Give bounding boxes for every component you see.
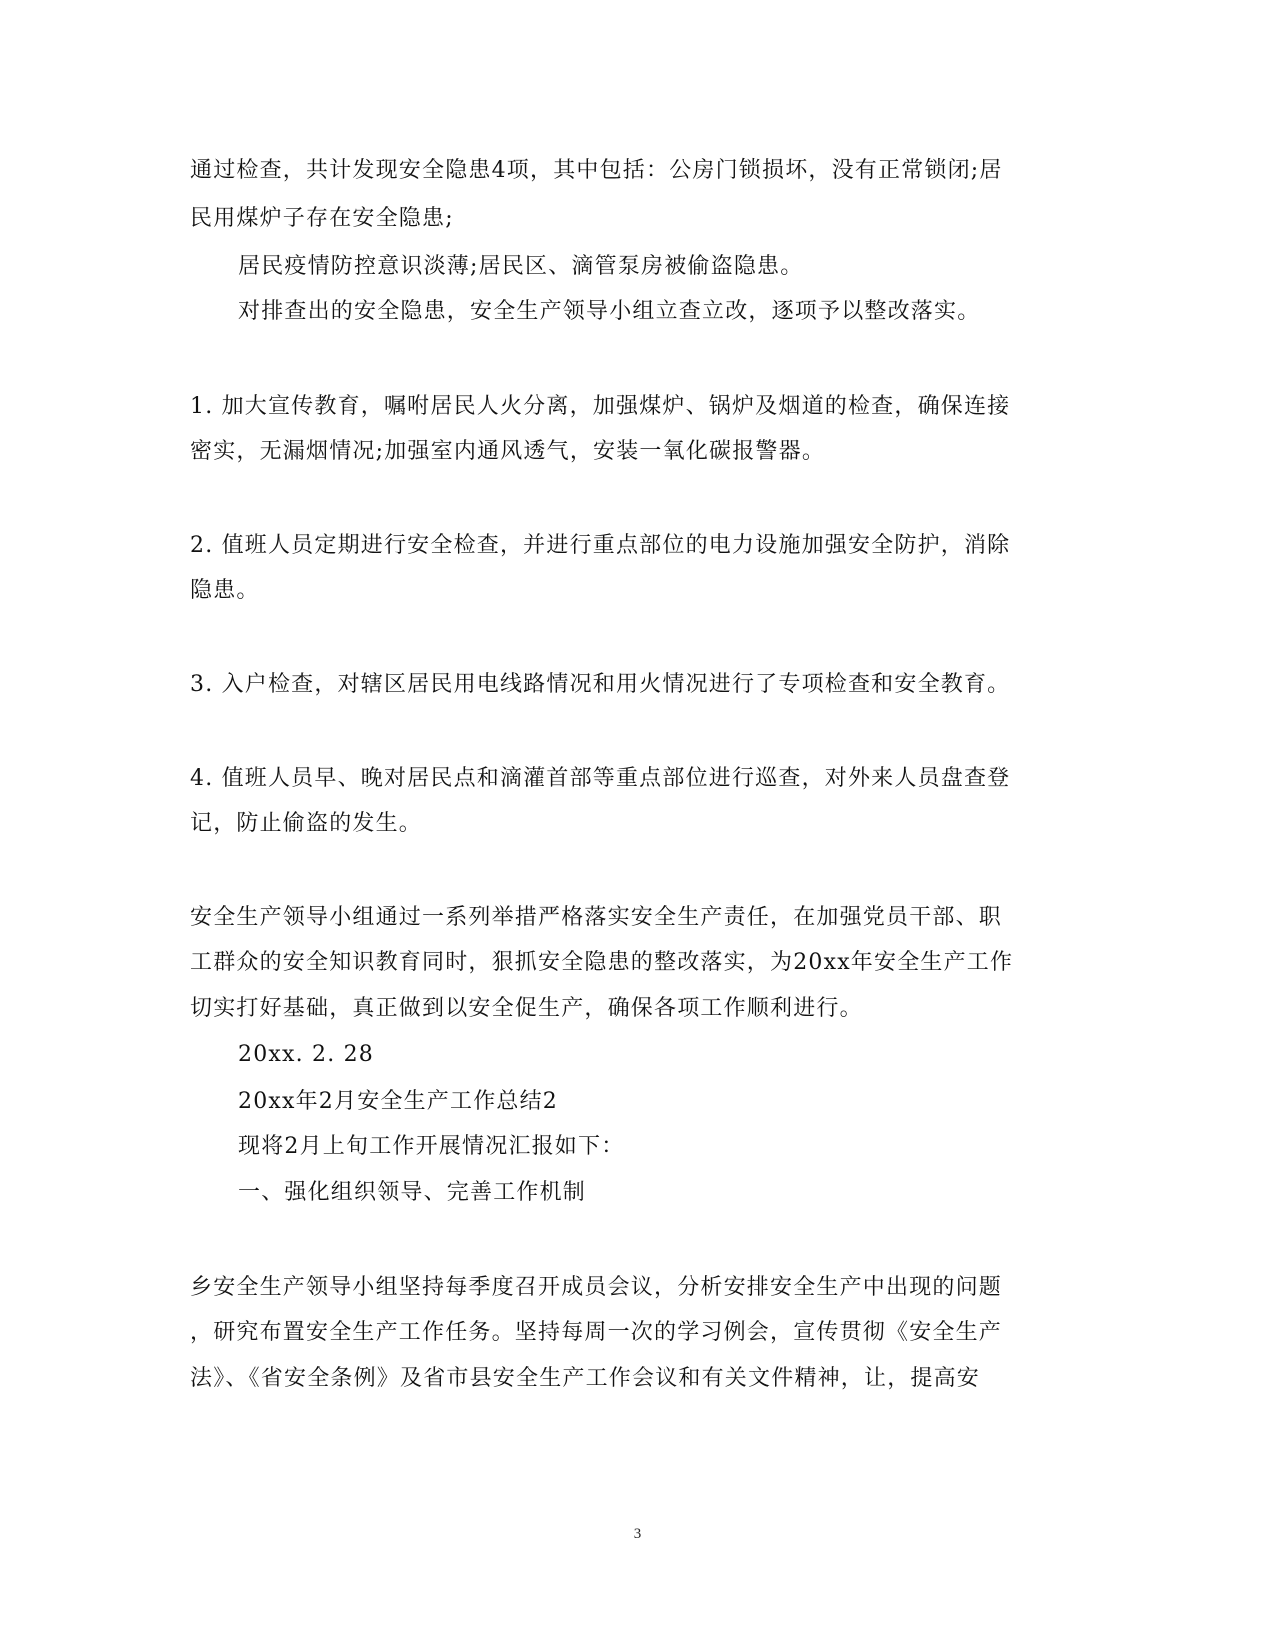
- paragraph-line: 通过检查，共计发现安全隐患4项，其中包括：公房门锁损坏，没有正常锁闭;居: [190, 158, 1003, 183]
- list-item-line: 3. 入户检查，对辖区居民用电线路情况和用火情况进行了专项检查和安全教育。: [190, 672, 1011, 697]
- list-item-line: 密实，无漏烟情况;加强室内通风透气，安装一氧化碳报警器。: [190, 439, 826, 464]
- paragraph-line: 乡安全生产领导小组坚持每季度召开成员会议，分析安排安全生产中出现的问题: [190, 1275, 1003, 1300]
- paragraph-line: 法》、《省安全条例》及省市县安全生产工作会议和有关文件精神，让，提高安: [190, 1366, 981, 1391]
- page-number: 3: [633, 1526, 642, 1542]
- paragraph-line: 切实打好基础，真正做到以安全促生产，确保各项工作顺利进行。: [190, 996, 863, 1021]
- paragraph-line: 安全生产领导小组通过一系列举措严格落实安全生产责任，在加强党员干部、职: [190, 905, 1003, 930]
- section-title: 20xx年2月安全生产工作总结2: [238, 1089, 559, 1114]
- paragraph-line: 现将2月上旬工作开展情况汇报如下：: [238, 1134, 625, 1159]
- paragraph-line: ，研究布置安全生产工作任务。坚持每周一次的学习例会，宣传贯彻《安全生产: [190, 1320, 1003, 1345]
- list-item-line: 1. 加大宣传教育，嘱咐居民人火分离，加强煤炉、锅炉及烟道的检查，确保连接: [190, 394, 1011, 419]
- section-heading: 一、强化组织领导、完善工作机制: [238, 1180, 587, 1205]
- date-line: 20xx. 2. 28: [238, 1042, 374, 1067]
- list-item-line: 4. 值班人员早、晚对居民点和滴灌首部等重点部位进行巡查，对外来人员盘查登: [190, 766, 1011, 791]
- paragraph-line: 居民疫情防控意识淡薄;居民区、滴管泵房被偷盗隐患。: [238, 254, 804, 279]
- paragraph-line: 工群众的安全知识教育同时，狠抓安全隐患的整改落实，为20xx年安全生产工作: [190, 950, 1014, 975]
- paragraph-line: 对排查出的安全隐患，安全生产领导小组立查立改，逐项予以整改落实。: [238, 299, 981, 324]
- paragraph-line: 民用煤炉子存在安全隐患;: [190, 206, 454, 231]
- list-item-line: 隐患。: [190, 578, 260, 603]
- list-item-line: 2. 值班人员定期进行安全检查，并进行重点部位的电力设施加强安全防护，消除: [190, 533, 1011, 558]
- list-item-line: 记，防止偷盗的发生。: [190, 811, 423, 836]
